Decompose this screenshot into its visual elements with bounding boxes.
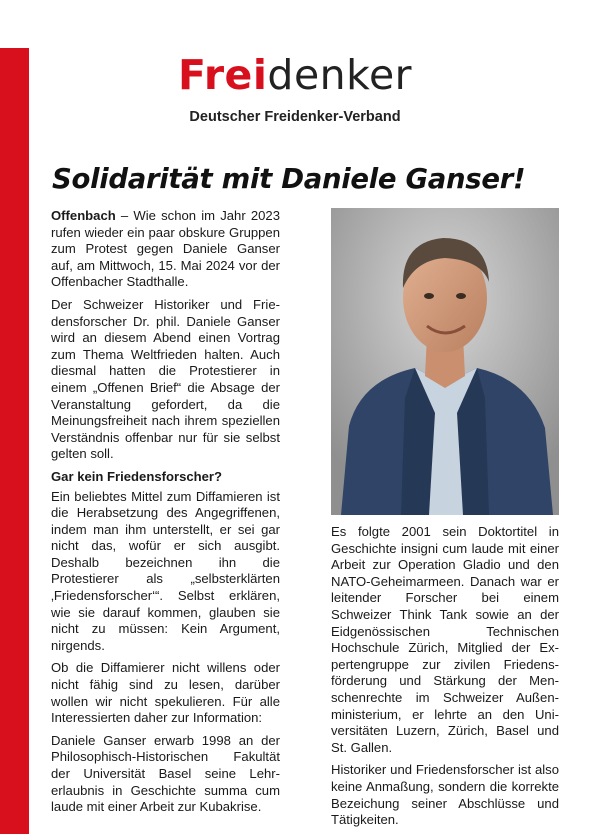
organization-subtitle: Deutscher Freidenker-Verband <box>189 109 401 125</box>
logo-frei: Frei <box>177 51 268 99</box>
paragraph-2: Der Schweizer Historiker und Friedensforscher Dr. phil. Daniele Ganser wird an diesem Abend einen Vortrag zum Thema Weltfrieden halten. Auch diesmal hatten die Protestierer in einem „Offenen Brief“ die Absage der Veranstaltung gefordert, da die Meinungsfreiheit nach ihrem speziellen Verständnis offenbar nur für sie selbst gelten soll. <box>51 296 280 462</box>
article-headline: Solidarität mit Daniele Ganser! <box>52 163 526 195</box>
red-side-bar <box>0 48 29 834</box>
paragraph-1-text: – Wie schon im Jahr 2023 rufen wieder ein paar obskure Gruppen zum Protest gegen Daniele Ganser auf, am Mittwoch, 15. Mai 2024 vor der Offenbacher Stadthalle. <box>51 208 280 290</box>
section-subheading: Gar kein Friedensforscher? <box>51 468 223 484</box>
paragraph-5: Daniele Ganser erwarb 1998 an der Philosophisch-Historischen Fakultät der Universität Basel seine Lehrerlaubnis in Geschichte summa cum laude mit einer Arbeit zur Kubakrise. <box>51 732 280 815</box>
article-right-column <box>331 524 559 835</box>
portrait-photo <box>331 208 559 515</box>
lead-place: Offenbach <box>51 208 116 223</box>
paragraph-6: Es folgte 2001 sein Doktortitel in Geschichte insigni cum laude mit einer Arbeit zur Operation Gladio und den NATO-Geheimarmeen. Danach war er leitender Forscher bei einem Schweizer Think Tank sowie an der Eidgenössischen Technischen Hochschule Zürich, Mitglied der Expertengruppe zur zivilen Friedensförderung und Stärkung der Menschenrechte im Schweizer Außenministerium, er lehrte an den Universitäten Luzern, Zürich, Basel und St. Gallen. <box>331 524 559 755</box>
paragraph-3: Ein beliebtes Mittel zum Diffamieren ist die Herabsetzung des Angegriffenen, indem man ihm unterstellt, er sei gar nicht das, wofür er sich ausgibt. Deshalb bezeichnen ihn die Protestierer als „selbsterklärten ‚Friedensforscher‘“. Selbst erklären, wie sie darauf kommen, glauben sie nicht zu müssen: Kein Argument, nirgends. <box>51 488 280 653</box>
paragraph-1 <box>51 208 280 291</box>
paragraph-4: Ob die Diffamierer nicht willens oder nicht fähig sind zu lesen, darüber wollen wir nicht spekulieren. Für alle Interessierten daher zur Information: <box>51 660 280 726</box>
logo-denker: denker <box>267 51 413 99</box>
paragraph-7: Historiker und Friedensforscher ist also keine Anmaßung, sondern die korrekte Bezeichung seiner Abschlüsse und Tätigkeiten. <box>331 762 559 828</box>
freidenker-logo <box>0 52 590 98</box>
portrait-illustration <box>331 208 559 515</box>
article-left-column <box>51 208 280 822</box>
